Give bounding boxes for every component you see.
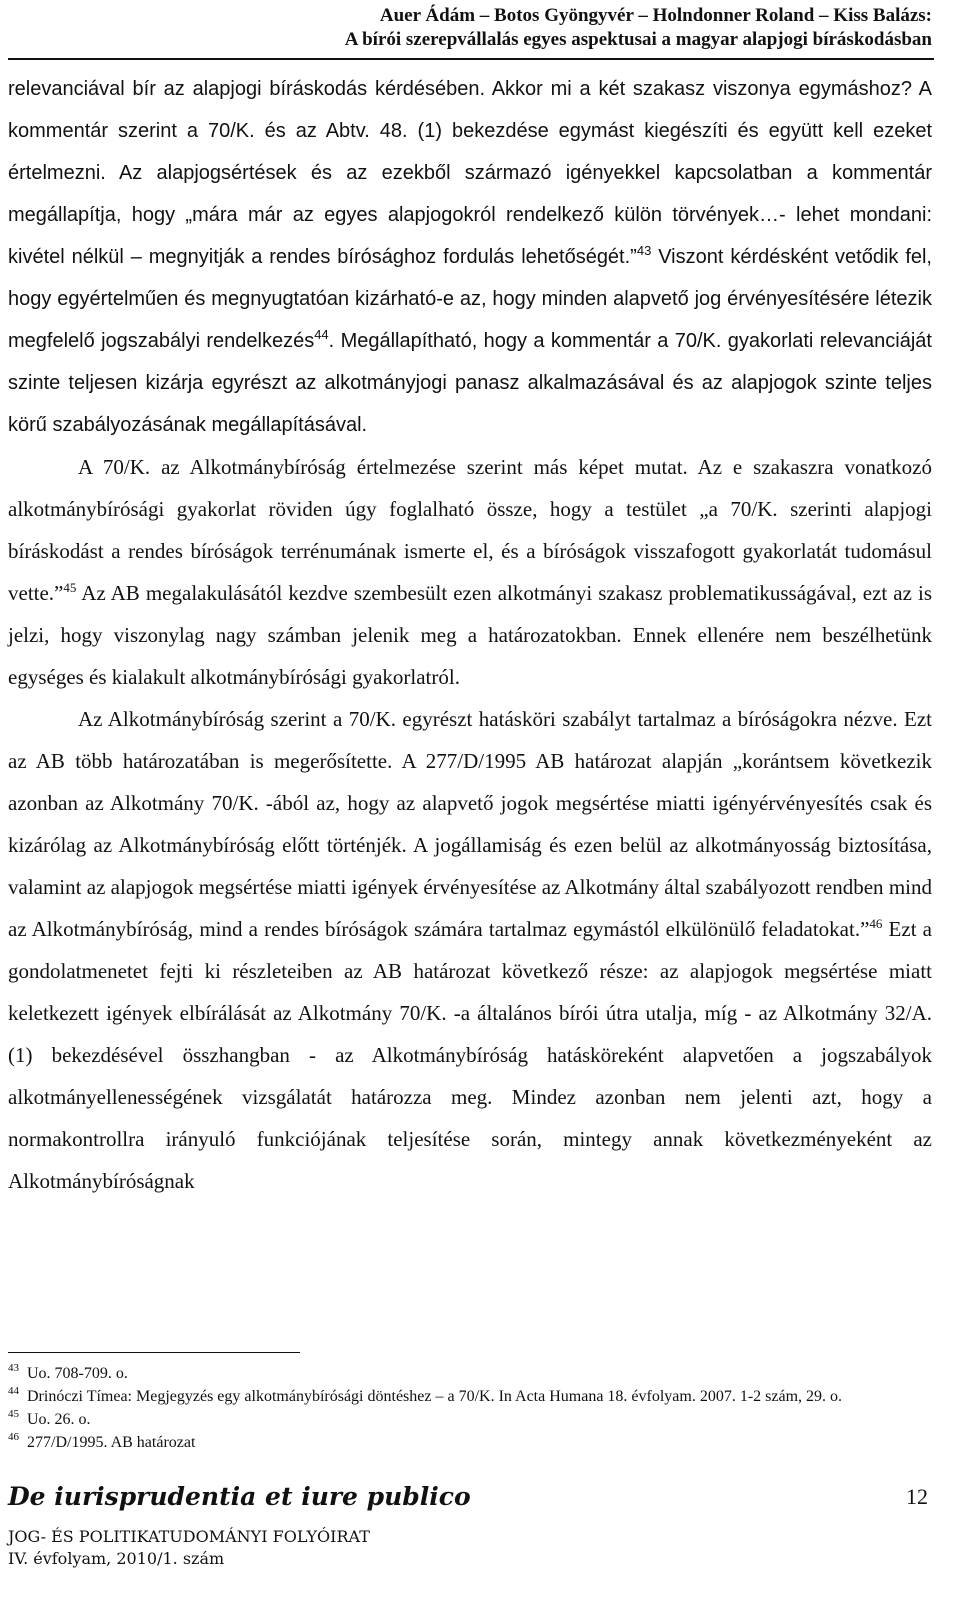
paragraph-1-text-b: Viszont kérdésként vetődik fel, hogy egyértelműen és megnyugtatóan kizárható-e az, hogy minden alapvető jog érvényesítésére létezik megfelelő jogszabályi rendelkezés xyxy=(8,246,932,352)
footnote-item xyxy=(8,1385,932,1408)
footnote-number: 43 xyxy=(8,1362,19,1374)
paragraph-2-text-a: A 70/K. az Alkotmánybíróság értelmezése szerint más képet mutat. Az e szakaszra vonatkozó alkotmánybírósági gyakorlat röviden úgy foglalható össze, hogy a testület „a 70/K. szerinti alapjogi bíráskodást a rendes bíróságok terrénumának ismerte el, és a bíróságok visszafogott gyakorlatát tudomásul vette.” xyxy=(8,455,932,605)
journal-issue: IV. évfolyam, 2010/1. szám xyxy=(8,1549,225,1568)
footnote-item xyxy=(8,1431,932,1454)
footnote-text: Uo. 708-709. o. xyxy=(27,1365,128,1382)
header-rule xyxy=(8,58,934,60)
paragraph-3 xyxy=(8,698,932,1202)
footnote-ref-45[interactable]: 45 xyxy=(63,580,77,595)
journal-info xyxy=(8,1526,370,1570)
journal-name: De iurisprudentia et iure publico xyxy=(8,1482,471,1511)
paragraph-2 xyxy=(8,446,932,698)
footnote-separator xyxy=(8,1352,300,1353)
paragraph-1 xyxy=(8,68,932,446)
footnote-item xyxy=(8,1362,932,1385)
journal-subtitle: JOG- ÉS POLITIKATUDOMÁNYI FOLYÓIRAT xyxy=(8,1527,370,1546)
paragraph-3-text-a: Az Alkotmánybíróság szerint a 70/K. egyrészt hatásköri szabályt tartalmaz a bíróságokra nézve. Ezt az AB több határozatában is megerősítette. A 277/D/1995 AB határozat alapján „korántsem következik azonban az Alkotmány 70/K. -ából az, hogy az alapvető jogok megsértése miatti igényérvényesítés csak és kizárólag az Alkotmánybíróság előtt történjék. A jogállamiság és ezen belül az alkotmányosság biztosítása, valamint az alapjogok megsértése miatti igények érvényesítése az Alkotmány által szabályozott rendben mind az Alkotmánybíróság, mind a rendes bíróságok számára tartalmaz egymástól elkülönülő feladatokat.” xyxy=(8,707,932,941)
footnote-item xyxy=(8,1408,932,1431)
paragraph-1-text-a: relevanciával bír az alapjogi bíráskodás kérdésében. Akkor mi a két szakasz viszonya egymáshoz? A kommentár szerint a 70/K. és az Abtv. 48. (1) bekezdése egymást kiegészíti és együtt kell ezeket értelmezni. Az alapjogsértések és az ezekből származó igényekkel kapcsolatban a kommentár megállapítja, hogy „mára már az egyes alapjogokról rendelkező külön törvények…- lehet mondani: kivétel nélkül – megnyitják a rendes bírósághoz fordulás lehetőségét.” xyxy=(8,78,932,268)
header-authors: Auer Ádám – Botos Gyöngyvér – Holndonner Roland – Kiss Balázs: xyxy=(379,5,932,26)
footnote-ref-44[interactable]: 44 xyxy=(314,327,329,342)
article-body xyxy=(8,68,932,1202)
footnote-number: 45 xyxy=(8,1408,19,1420)
footnote-ref-43[interactable]: 43 xyxy=(636,243,652,258)
paragraph-1-text-c: . Megállapítható, hogy a kommentár a 70/K. gyakorlati relevanciáját szinte teljesen kizárja egyrészt az alkotmányjogi panasz alkalmazásával és az alapjogok szinte teljes körű szabályozásának megállapításával. xyxy=(8,330,932,436)
footnote-number: 44 xyxy=(8,1385,19,1397)
footnote-number: 46 xyxy=(8,1431,19,1443)
page-number: 12 xyxy=(906,1484,928,1509)
paragraph-2-text-b: Az AB megalakulásától kezdve szembesült ezen alkotmányi szakasz problematikusságával, ezt az is jelzi, hogy viszonylag nagy számban jelenik meg a határozatokban. Ennek ellenére nem beszélhetünk egységes és kialakult alkotmánybírósági gyakorlatról. xyxy=(8,581,932,689)
footnotes xyxy=(8,1362,932,1454)
footnote-text: Uo. 26. o. xyxy=(27,1411,91,1428)
running-header xyxy=(345,4,932,52)
header-title: A bírói szerepvállalás egyes aspektusai a magyar alapjogi bíráskodásban xyxy=(344,29,932,50)
paragraph-3-text-b: Ezt a gondolatmenetet fejti ki részleteiben az AB határozat következő része: az alapjogok megsértése miatt keletkezett igények elbírálását az Alkotmány 70/K. -a általános bírói útra utalja, míg - az Alkotmány 32/A. (1) bekezdésével összhangban - az Alkotmánybíróság hatásköreként alapvetően a jogszabályok alkotmányellenességének vizsgálatát határozza meg. Mindez azonban nem jelenti azt, hogy a normakontrollra irányuló funkciójának teljesítése során, mintegy annak következményeként az Alkotmánybíróságnak xyxy=(8,917,932,1193)
footnote-text: Drinóczi Tímea: Megjegyzés egy alkotmánybírósági döntéshez – a 70/K. In Acta Humana 18. évfolyam. 2007. 1-2 szám, 29. o. xyxy=(27,1388,843,1405)
footnote-ref-46[interactable]: 46 xyxy=(869,916,883,931)
footnote-text: 277/D/1995. AB határozat xyxy=(27,1434,196,1451)
